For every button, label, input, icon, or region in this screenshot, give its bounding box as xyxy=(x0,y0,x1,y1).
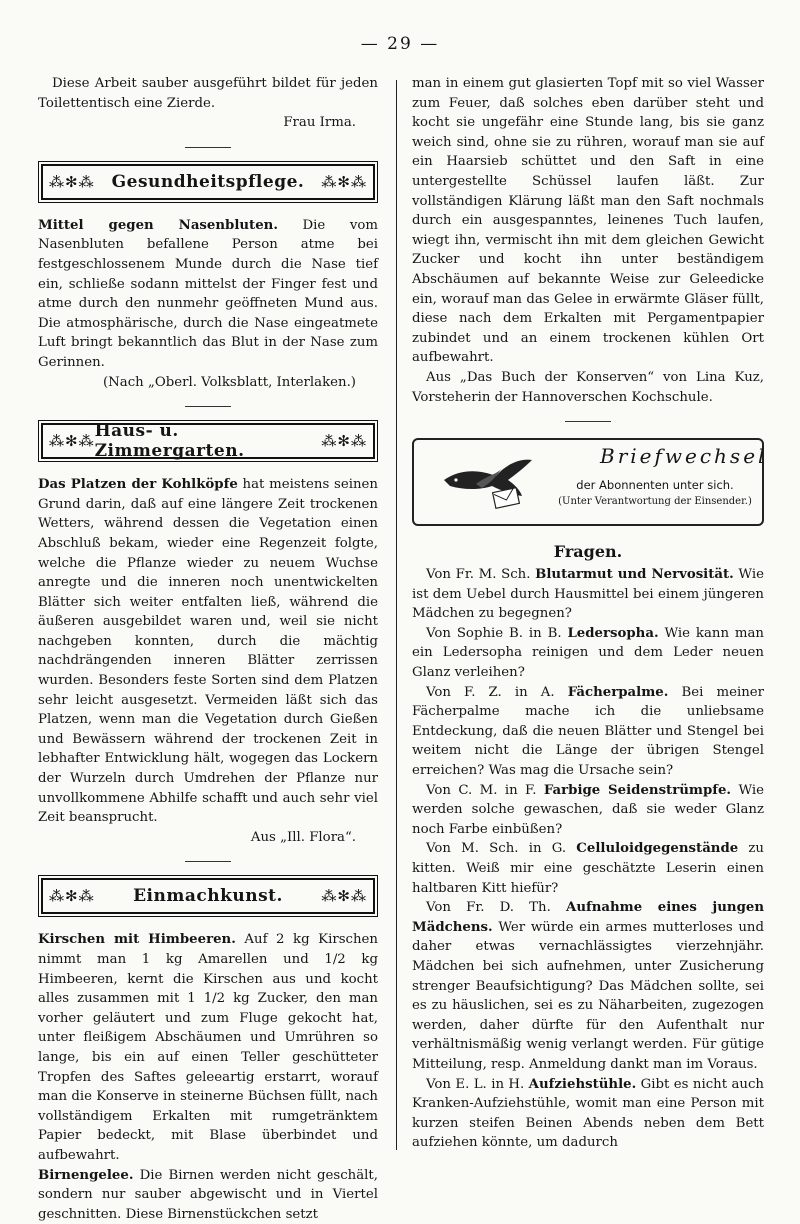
article-birnengelee xyxy=(38,1166,378,1224)
question-text: Gibt es nicht auch Kranken-Aufziehstühle, womit man eine Person mit kurzen steifen Beinen Abends neben dem Bett aufziehen könnte, um dadurch xyxy=(412,1076,764,1151)
divider xyxy=(565,421,611,422)
question-topic: Celluloidgegenstände xyxy=(576,841,739,857)
section-header-einmachkunst xyxy=(41,878,375,914)
intro-author: Frau Irma. xyxy=(283,115,356,131)
ornament-icon: ⁂✻⁂ xyxy=(49,887,95,906)
section-header-zimmergarten xyxy=(41,421,375,462)
question-text: Wer würde ein armes mutterloses und daher etwas vernachlässigtes vierzehnjähr. Mädchen bei sich aufnehmen, unter Zusicherung strenger Beaufsichtigung? Das Mädchen sollte, sei es zu häuslichen, sei es zu Näharbeiten, zugezogen werden, daher dürfte für den Aufenthalt nur verhältnismäßig wenig verlangt werden. Für gütige Mitteilung, resp. Anmeldung dankt man im Voraus. xyxy=(412,919,764,1072)
briefwechsel-subtitle: der Abonnenten unter sich. xyxy=(576,478,734,493)
section-title: Gesundheitspflege. xyxy=(111,171,305,192)
article-headline: Kirschen mit Himbeeren. xyxy=(38,932,236,948)
question-author: Von Sophie B. in B. xyxy=(426,625,568,641)
section-header-gesundheitspflege xyxy=(41,164,375,200)
question-item xyxy=(412,1075,764,1153)
article-source: Aus „Ill. Flora“. xyxy=(250,829,356,845)
question-topic: Blutarmut und Nervosität. xyxy=(535,567,734,583)
article-source: (Nach „Oberl. Volksblatt, Interlaken.) xyxy=(102,374,356,390)
ornament-icon: ⁂✻⁂ xyxy=(49,172,95,191)
article-headline: Das Platzen der Kohlköpfe xyxy=(38,477,238,493)
question-item xyxy=(412,781,764,840)
question-topic: Ledersopha. xyxy=(567,625,659,641)
left-column xyxy=(38,74,378,1224)
right-column xyxy=(412,74,768,1153)
question-item xyxy=(412,898,764,1074)
question-text: zu kitten. Weiß mir eine geschätzte Leserin einen haltbaren Kitt hiefür? xyxy=(412,841,764,896)
question-topic: Fächerpalme. xyxy=(567,684,669,700)
question-item xyxy=(412,624,764,683)
question-author: Von C. M. in F. xyxy=(426,782,544,798)
ornament-icon: ⁂✻⁂ xyxy=(49,432,95,451)
divider xyxy=(185,406,231,407)
question-item xyxy=(412,565,764,624)
article-headline: Birnengelee. xyxy=(38,1167,134,1183)
question-text: Wie kann man ein Ledersopha reinigen und dem Leder neuen Glanz verleihen? xyxy=(412,625,764,681)
question-author: Von E. L. in H. xyxy=(426,1076,529,1092)
article-headline: Mittel gegen Nasenbluten. xyxy=(38,217,278,233)
fragen-title: Fragen. xyxy=(553,542,623,562)
article-body: Die Birnen werden nicht geschält, sondern nur sauber abgewischt und in Viertel geschnitten. Diese Birnenstückchen setzt xyxy=(38,1167,378,1222)
article-kirschen xyxy=(38,930,378,1165)
section-title: Haus- u. Zimmergarten. xyxy=(94,421,245,462)
question-author: Von Fr. D. Th. xyxy=(426,900,566,916)
article-source: Aus „Das Buch der Konserven“ von Lina Kuz, Vorsteherin der Hannoverschen Kochschule. xyxy=(412,369,764,405)
page-number: — 29 — xyxy=(360,34,440,54)
section-title: Einmachkunst. xyxy=(133,886,283,907)
question-author: Von Fr. M. Sch. xyxy=(426,567,536,583)
column-divider xyxy=(396,80,397,1150)
ornament-icon: ⁂✻⁂ xyxy=(321,432,367,451)
article-continuation: man in einem gut glasierten Topf mit so viel Wasser zum Feuer, daß solches eben darüber steht und kocht sie ungefähr eine Stunde lang, bis sie ganz weich sind, ohne sie zu rühren, worauf man sie auf ein Haarsieb schüttet und den Saft in eine untergestellte Schüssel laufen läßt. Zur vollständigen Klärung läßt man den Saft nochmals durch ein ausgespanntes, leinenes Tuch laufen, wiegt ihn, vermischt ihn mit dem gleichen Gewicht Zucker und kocht ihn unter beständigem Abschäumen auf bekannte Weise zur Geleedicke ein, worauf man das Gelee in erwärmte Gläser füllt, diese nach dem Erkalten mit Pergamentpapier zubindet und an einem trockenen kühlen Ort aufbewahrt. xyxy=(412,76,764,366)
briefwechsel-title: Briefwechsel xyxy=(600,444,768,469)
question-text: Bei meiner Fächerpalme mache ich die unliebsame Entdeckung, daß die neuen Blätter und Stengel bei weitem nicht die Länge der übrigen Stengel erreichen? Was mag die Ursache sein? xyxy=(412,684,764,779)
question-text: Wie ist dem Uebel durch Hausmittel bei einem jüngeren Mädchen zu begegnen? xyxy=(412,567,764,622)
question-author: Von M. Sch. in G. xyxy=(426,841,577,857)
ornament-icon: ⁂✻⁂ xyxy=(321,887,367,906)
article-body: Auf 2 kg Kirschen nimmt man 1 kg Amarellen und 1/2 kg Himbeeren, kernt die Kirschen aus und kocht alles zusammen mit 1 1/2 kg Zucker, den man vorher geläutert und zum Fluge gekocht hat, unter fleißigem Abschäumen und Umrühren so lange, bis ein auf einen Teller geschütteter Tropfen des Saftes geleeartig erstarrt, worauf man die Konserve in steinerne Büchsen füllt, nach vollständigem Erkalten mit rumgetränktem Papier bedeckt, mit Blase überbindet und aufbewahrt. xyxy=(38,932,378,1163)
ornament-icon: ⁂✻⁂ xyxy=(321,172,367,191)
question-text: Wie werden solche gewaschen, daß sie weder Glanz noch Farbe einbüßen? xyxy=(412,782,764,837)
article-body: Die vom Nasenbluten befallene Person atme bei festgeschlossenem Munde durch die Nase tief ein, schließe sodann mittelst der Finger fest und atme durch den nunmehr geöffneten Mund aus. Die atmosphärische, durch die Nase eingeatmete Luft bringt bekanntlich das Blut in der Nase zum Gerinnen. xyxy=(38,217,378,370)
bird-with-letter-icon xyxy=(436,450,536,512)
question-author: Von F. Z. in A. xyxy=(426,684,568,700)
question-topic: Farbige Seidenstrümpfe. xyxy=(543,782,732,798)
intro-text: Diese Arbeit sauber ausgeführt bildet für jeden Toilettentisch eine Zierde. xyxy=(38,76,378,111)
article-nasenbluten xyxy=(38,216,378,373)
briefwechsel-note: (Unter Verantwortung der Einsender.) xyxy=(558,496,752,508)
question-topic: Aufziehstühle. xyxy=(528,1076,637,1092)
article-kohlkoepfe xyxy=(38,475,378,828)
article-body: hat meistens seinen Grund darin, daß auf eine längere Zeit trockenen Wetters, während dessen die Vegetation einen Abschluß bekam, wieder eine Regenzeit folgte, welche die Pflanze wieder zu neuem Wuchse anregte und die inneren noch unentwickelten Blätter sich weiter entfalten ließ, während die äußeren ausgebildet waren und, weil sie nicht nachgeben konnten, durch die mächtig nachdrängenden inneren Blätter zerrissen wurden. Besonders feste Sorten sind dem Platzen sehr leicht ausgesetzt. Vermeiden läßt sich das Platzen, wenn man die Vegetation durch Gießen und Bewässern während der trockenen Zeit in lebhafter Entwicklung hält, wogegen das Lockern der Wurzeln durch Umdrehen der Pflanze nur unvollkommene Abhilfe schafft und auch sehr viel Zeit beansprucht. xyxy=(38,477,378,826)
question-item xyxy=(412,683,764,781)
divider xyxy=(185,147,231,148)
briefwechsel-header xyxy=(412,438,768,526)
question-topic: Aufnahme eines jungen Mädchens. xyxy=(412,900,764,935)
question-item xyxy=(412,839,764,898)
divider xyxy=(185,861,231,862)
